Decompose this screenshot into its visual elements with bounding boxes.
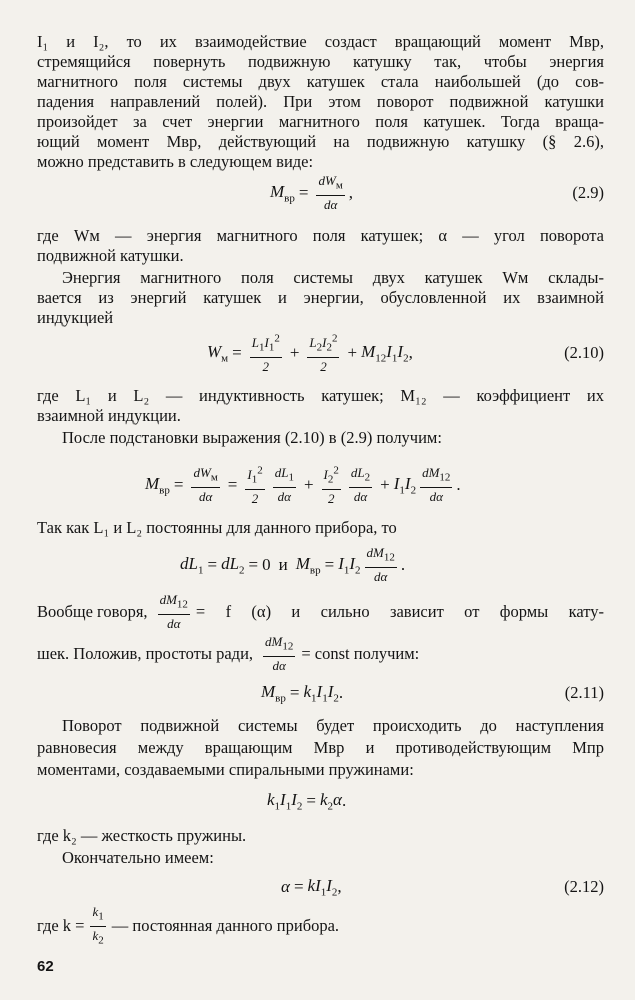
equation-2-11 bbox=[37, 668, 604, 718]
equation-body: $dL_1$ = $dL_2$ = 0 и $M_{вр}$ = $I_1I_2$ $\frac{dM_{12}}{d\alpha}$ . bbox=[180, 545, 406, 584]
equation-2-10 bbox=[37, 328, 604, 378]
equation-balance bbox=[37, 776, 604, 826]
text-line: Окончательно имеем: bbox=[62, 848, 214, 867]
equation-2-9 bbox=[37, 168, 604, 218]
equation-body: $k_1I_1I_2$ = $k_2\alpha$ . bbox=[267, 789, 347, 813]
text-line: моментами, создаваемыми спиральными пружинами: bbox=[37, 760, 414, 779]
equation-body: α = $kI_1I_2$ , bbox=[281, 875, 342, 899]
text-line: где k₂ — жесткость пружины. bbox=[37, 826, 247, 845]
equation-body: $W_м$ = $\frac{L_1I_1^2}{2}$ + $\frac{L_2I_2^2}{2}$ + $M_{12}I_1I_2$ , bbox=[207, 333, 413, 374]
text-line: индукцией bbox=[37, 308, 114, 327]
text-line: равновесия между вращающим Mвр и противодействующим Mпр bbox=[37, 738, 604, 757]
equation-number: (2.10) bbox=[564, 343, 604, 362]
equation-constant bbox=[37, 540, 604, 590]
equation-body: $M_{вр}$ = $k_1I_1I_2$ . bbox=[261, 681, 344, 705]
inline-text: = const получим: bbox=[301, 644, 420, 663]
text-line: После подстановки выражения (2.10) в (2.9) получим: bbox=[62, 428, 442, 447]
inline-text: = f (α) и сильно зависит от формы кату- bbox=[195, 602, 604, 621]
text-line: где Wм — энергия магнитного поля катушек; α — угол поворота bbox=[37, 226, 604, 245]
page-number: 62 bbox=[37, 958, 54, 975]
text-line: магнитного поля системы двух катушек стала наибольшей (до сов- bbox=[37, 72, 604, 91]
text-line: падения направлений полей). При этом поворот подвижной катушки bbox=[37, 92, 604, 111]
text-line: I₁ и I₂, то их взаимодействие создаст вращающий момент Mвр, bbox=[37, 32, 604, 51]
text-line: Поворот подвижной системы будет происходить до наступления bbox=[62, 716, 604, 735]
inline-fraction: $\frac{dM_{12}}{d\alpha}$ bbox=[159, 592, 188, 631]
text-line: произойдет за счет энергии магнитного поля катушек. Тогда враща- bbox=[37, 112, 604, 131]
equation-substitution bbox=[37, 460, 604, 510]
equation-body: $M_{вр}$ = $\frac{dW_м}{d\alpha}$ , bbox=[270, 173, 354, 212]
equation-number: (2.9) bbox=[572, 183, 604, 202]
inline-text: Вообще говоря, bbox=[37, 602, 148, 621]
inline-text: где k = bbox=[37, 916, 85, 935]
equation-body: $M_{вр}$ = $\frac{dW_м}{d\alpha}$ = $\frac{I_1^2}{2}$ $\frac{dL_1}{d\alpha}$ + $\frac{I_2^2}{2}$ $\frac{dL_2}{d\alpha}$ + $I_1I_2$ $\frac{dM_{12}}{d\alpha}$ . bbox=[145, 465, 461, 506]
text-line-with-fraction bbox=[37, 904, 604, 948]
text-line: можно представить в следующем виде: bbox=[37, 152, 314, 171]
inline-fraction: $\frac{dM_{12}}{d\alpha}$ bbox=[265, 634, 294, 673]
equation-number: (2.12) bbox=[564, 877, 604, 896]
text-line: где L₁ и L₂ — индуктивность катушек; M₁₂ — коэффициент их bbox=[37, 386, 604, 405]
text-line-with-fraction bbox=[37, 590, 604, 634]
text-line: Так как L₁ и L₂ постоянны для данного прибора, то bbox=[37, 518, 397, 537]
text-line: Энергия магнитного поля системы двух катушек Wм склады- bbox=[62, 268, 604, 287]
inline-text: шек. Положив, простоты ради, bbox=[37, 644, 254, 663]
text-line: вается из энергий катушек и энергии, обусловленной их взаимной bbox=[37, 288, 604, 307]
text-line: подвижной катушки. bbox=[37, 246, 184, 265]
inline-text: — постоянная данного прибора. bbox=[111, 916, 340, 935]
equation-number: (2.11) bbox=[564, 683, 604, 702]
text-line: стремящийся повернуть подвижную катушку так, чтобы энергия bbox=[37, 52, 604, 71]
inline-fraction: $\frac{k_1}{k_2}$ bbox=[92, 903, 104, 947]
text-line: взаимной индукции. bbox=[37, 406, 181, 425]
text-line: ющий момент Mвр, действующий на подвижную катушку (§ 2.6), bbox=[37, 132, 604, 151]
